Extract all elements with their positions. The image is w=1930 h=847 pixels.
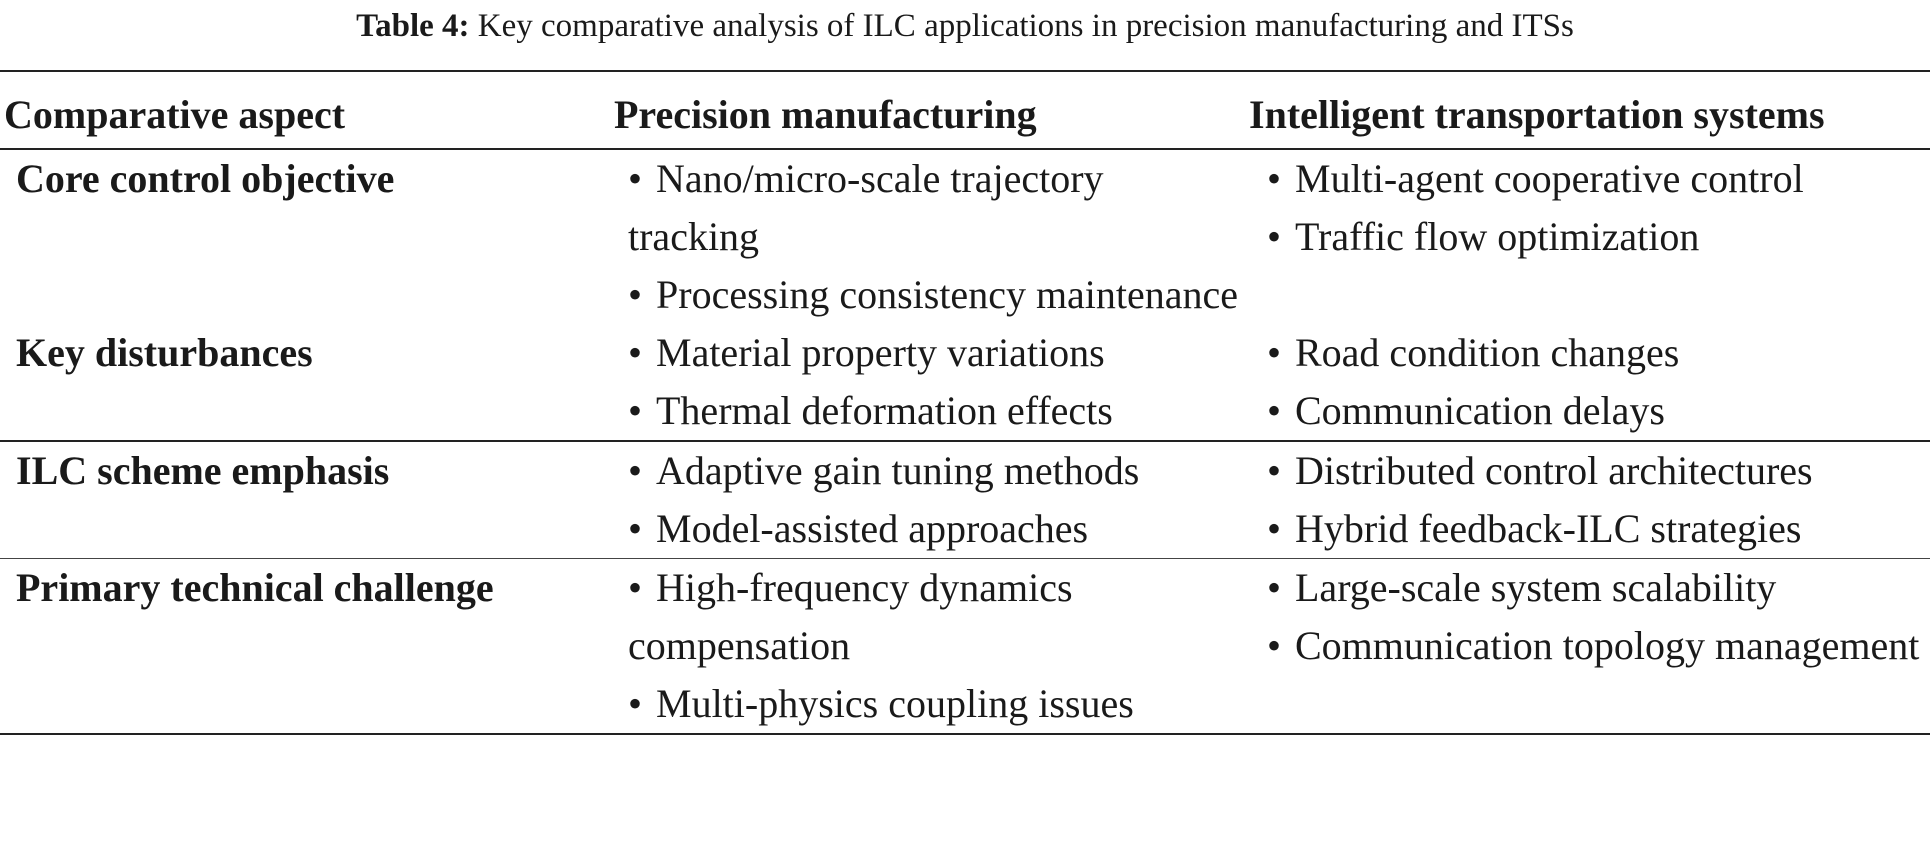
- list-item: [1267, 559, 1926, 617]
- bullet-icon: •: [628, 330, 643, 375]
- list-item: [628, 500, 1239, 558]
- header-precision-manufacturing: Precision manufacturing: [605, 71, 1245, 149]
- header-comparative-aspect: Comparative aspect: [0, 71, 605, 149]
- list-item-text: Adaptive gain tuning methods: [656, 448, 1140, 493]
- bullet-icon: •: [628, 448, 643, 493]
- list-item-text: Communication delays: [1295, 388, 1665, 433]
- comparison-table: [0, 70, 1930, 735]
- list-item-text: Multi-physics coupling issues: [656, 681, 1134, 726]
- table-row: [0, 559, 1930, 735]
- bullet-icon: •: [1267, 506, 1282, 551]
- list-item-text: Communication topology management: [1295, 623, 1920, 668]
- list-item-text: Material property variations: [656, 330, 1105, 375]
- precision-cell: [605, 149, 1245, 324]
- list-item: [1267, 382, 1926, 440]
- list-item: [628, 266, 1239, 324]
- list-item: [1267, 150, 1926, 208]
- its-cell: [1245, 559, 1930, 735]
- list-item: [1267, 208, 1926, 266]
- list-item-text: Multi-agent cooperative control: [1295, 156, 1804, 201]
- aspect-cell: ILC scheme emphasis: [0, 441, 605, 559]
- bullet-icon: •: [1267, 214, 1282, 259]
- list-item-text: Nano/micro-scale trajectory tracking: [628, 156, 1104, 259]
- precision-cell: [605, 441, 1245, 559]
- table-caption: [0, 6, 1930, 46]
- aspect-cell: Primary technical challenge: [0, 559, 605, 735]
- caption-label: Table 4:: [356, 8, 470, 44]
- its-cell: [1245, 441, 1930, 559]
- precision-cell: [605, 324, 1245, 441]
- list-item-text: Thermal deformation effects: [656, 388, 1113, 433]
- list-item: [628, 675, 1239, 733]
- list-item-text: Traffic flow optimization: [1295, 214, 1700, 259]
- aspect-cell: Core control objective: [16, 156, 395, 201]
- bullet-icon: •: [1267, 330, 1282, 375]
- header-row: [0, 71, 1930, 149]
- its-cell: [1245, 149, 1930, 324]
- list-item-text: Model-assisted approaches: [656, 506, 1089, 551]
- bullet-icon: •: [1267, 565, 1282, 610]
- bullet-icon: •: [1267, 623, 1282, 668]
- list-item: [628, 559, 1239, 675]
- list-item-text: High-frequency dynamics compensation: [628, 565, 1073, 668]
- list-item: [628, 382, 1239, 440]
- list-item: [1267, 324, 1926, 382]
- bullet-icon: •: [628, 156, 643, 201]
- list-item-text: Processing consistency maintenance: [656, 272, 1239, 317]
- precision-cell: [605, 559, 1245, 735]
- bullet-icon: •: [1267, 388, 1282, 433]
- list-item-text: Road condition changes: [1295, 330, 1680, 375]
- list-item: [628, 150, 1239, 266]
- table-row: [0, 441, 1930, 559]
- bullet-icon: •: [628, 565, 643, 610]
- list-item-text: Distributed control architectures: [1295, 448, 1813, 493]
- list-item: [628, 442, 1239, 500]
- table-header: [0, 71, 1930, 149]
- bullet-icon: •: [1267, 156, 1282, 201]
- bullet-icon: •: [628, 272, 643, 317]
- bullet-icon: •: [1267, 448, 1282, 493]
- list-item-text: Hybrid feedback-ILC strategies: [1295, 506, 1802, 551]
- caption-text: Key comparative analysis of ILC applications in precision manufacturing and ITSs: [469, 8, 1574, 44]
- list-item: [1267, 617, 1926, 675]
- list-item: [1267, 500, 1926, 558]
- table-body: [0, 149, 1930, 734]
- table-row: [0, 324, 1930, 441]
- bullet-icon: •: [628, 388, 643, 433]
- aspect-cell: Key disturbances: [0, 324, 605, 441]
- its-cell: [1245, 324, 1930, 441]
- list-item: [628, 324, 1239, 382]
- list-item: [1267, 442, 1926, 500]
- bullet-icon: •: [628, 681, 643, 726]
- header-intelligent-transportation: Intelligent transportation systems: [1245, 71, 1930, 149]
- list-item-text: Large-scale system scalability: [1295, 565, 1777, 610]
- bullet-icon: •: [628, 506, 643, 551]
- table-row: [0, 149, 1930, 324]
